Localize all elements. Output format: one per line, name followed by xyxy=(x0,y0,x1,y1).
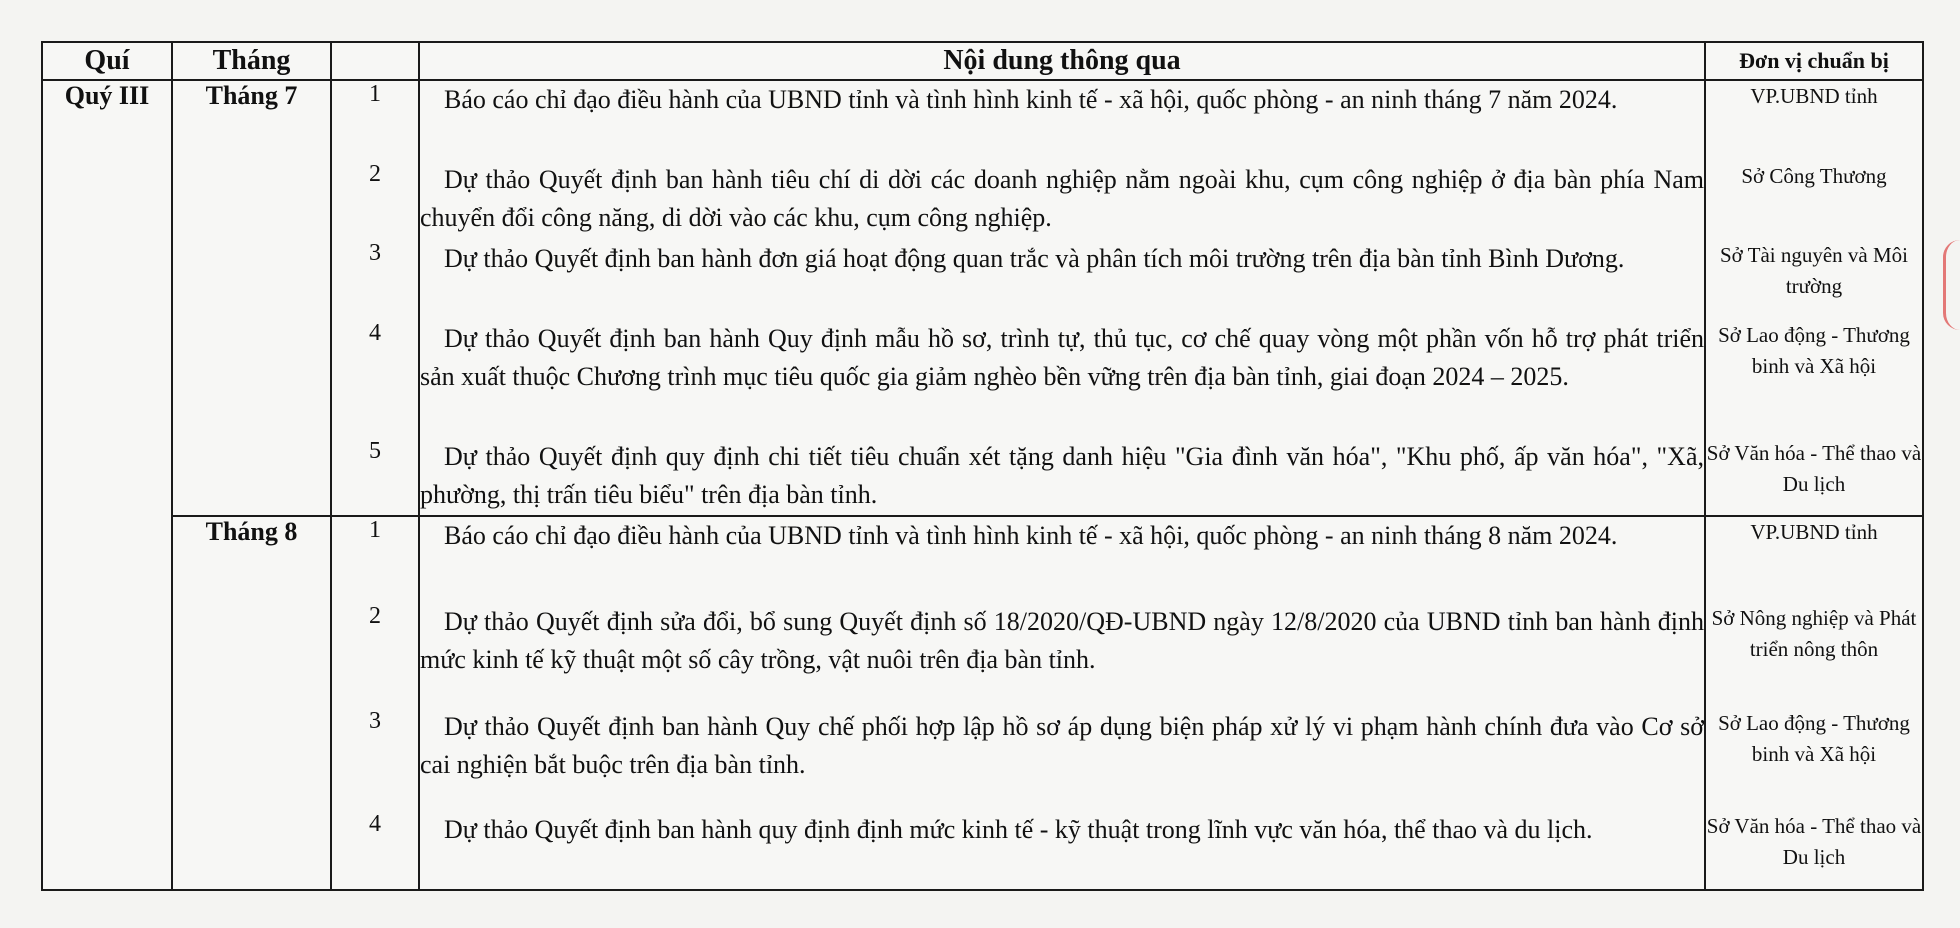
item-number: 2 xyxy=(331,161,419,240)
header-unit: Đơn vị chuẩn bị xyxy=(1705,42,1923,80)
quarter-cell: Quý III xyxy=(42,80,172,890)
month-cell-7: Tháng 7 xyxy=(172,80,331,516)
item-unit: Sở Lao động - Thương binh và Xã hội xyxy=(1705,708,1923,811)
month-cell-8: Tháng 8 xyxy=(172,516,331,890)
red-seal-edge xyxy=(1943,240,1960,330)
table-row xyxy=(42,80,1923,161)
item-number: 5 xyxy=(331,438,419,517)
item-number: 3 xyxy=(331,240,419,321)
header-content: Nội dung thông qua xyxy=(419,42,1705,80)
item-content: Dự thảo Quyết định ban hành tiêu chí di dời các doanh nghiệp nằm ngoài khu, cụm công nghiệp ở địa bàn phía Nam chuyển đổi công năng, di dời vào các khu, cụm công nghiệp. xyxy=(419,161,1705,240)
item-content: Dự thảo Quyết định ban hành đơn giá hoạt động quan trắc và phân tích môi trường trên địa bàn tỉnh Bình Dương. xyxy=(419,240,1705,321)
item-number: 4 xyxy=(331,320,419,437)
item-unit: VP.UBND tỉnh xyxy=(1705,80,1923,161)
item-unit: Sở Nông nghiệp và Phát triển nông thôn xyxy=(1705,603,1923,708)
item-unit: Sở Lao động - Thương binh và Xã hội xyxy=(1705,320,1923,437)
item-number: 3 xyxy=(331,708,419,811)
item-number: 1 xyxy=(331,80,419,161)
item-number: 2 xyxy=(331,603,419,708)
item-content: Dự thảo Quyết định sửa đổi, bổ sung Quyết định số 18/2020/QĐ-UBND ngày 12/8/2020 của UBND tỉnh ban hành định mức kinh tế kỹ thuật một số cây trồng, vật nuôi trên địa bàn tỉnh. xyxy=(419,603,1705,708)
item-unit: Sở Tài nguyên và Môi trường xyxy=(1705,240,1923,321)
item-unit: Sở Văn hóa - Thể thao và Du lịch xyxy=(1705,438,1923,517)
item-content: Dự thảo Quyết định ban hành Quy chế phối hợp lập hồ sơ áp dụng biện pháp xử lý vi phạm hành chính đưa vào Cơ sở cai nghiện bắt buộc trên địa bàn tỉnh. xyxy=(419,708,1705,811)
item-content: Báo cáo chỉ đạo điều hành của UBND tỉnh và tình hình kinh tế - xã hội, quốc phòng - an ninh tháng 8 năm 2024. xyxy=(419,516,1705,603)
item-unit: VP.UBND tỉnh xyxy=(1705,516,1923,603)
item-unit: Sở Văn hóa - Thể thao và Du lịch xyxy=(1705,811,1923,890)
item-unit: Sở Công Thương xyxy=(1705,161,1923,240)
item-content: Dự thảo Quyết định quy định chi tiết tiêu chuẩn xét tặng danh hiệu "Gia đình văn hóa", "Khu phố, ấp văn hóa", "Xã, phường, thị trấn tiêu biểu" trên địa bàn tỉnh. xyxy=(419,438,1705,517)
agenda-table xyxy=(41,41,1924,891)
item-number: 4 xyxy=(331,811,419,890)
header-month: Tháng xyxy=(172,42,331,80)
item-content: Dự thảo Quyết định ban hành Quy định mẫu hồ sơ, trình tự, thủ tục, cơ chế quay vòng một phần vốn hỗ trợ phát triển sản xuất thuộc Chương trình mục tiêu quốc gia giảm nghèo bền vững trên địa bàn tỉnh, giai đoạn 2024 – 2025. xyxy=(419,320,1705,437)
item-content: Dự thảo Quyết định ban hành quy định định mức kinh tế - kỹ thuật trong lĩnh vực văn hóa, thể thao và du lịch. xyxy=(419,811,1705,890)
header-row xyxy=(42,42,1923,80)
header-number xyxy=(331,42,419,80)
header-quarter: Quí xyxy=(42,42,172,80)
item-content: Báo cáo chỉ đạo điều hành của UBND tỉnh và tình hình kinh tế - xã hội, quốc phòng - an ninh tháng 7 năm 2024. xyxy=(419,80,1705,161)
item-number: 1 xyxy=(331,516,419,603)
table-row xyxy=(42,516,1923,603)
